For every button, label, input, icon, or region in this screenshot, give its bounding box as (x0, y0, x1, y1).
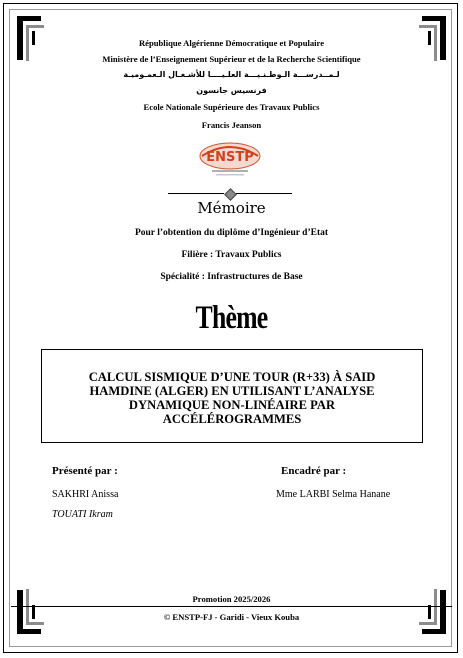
corner-ornament-bottom-right (416, 584, 446, 634)
divider-right (236, 193, 292, 194)
campus-name-arabic: فرنسيس جانسون (196, 86, 267, 95)
ministry-line: Ministère de l’Enseignement Supérieur et de la Recherche Scientifique (102, 54, 361, 64)
corner-ornament-bottom-left (17, 584, 47, 634)
thesis-title-line: ACCÉLÉROGRAMMES (162, 412, 302, 426)
republic-line: République Algérienne Démocratique et Populaire (138, 38, 325, 48)
student-name: TOUATI Ikram (52, 509, 113, 520)
presented-by-label: Présenté par : (52, 465, 118, 477)
thesis-title-line: DYNAMIQUE NON-LINÉAIRE PAR (128, 398, 336, 412)
logo-text: ENSTP (206, 150, 254, 165)
enstp-logo (190, 140, 270, 178)
promotion: Promotion 2025/2026 (192, 594, 271, 604)
school-name-arabic: لـمــدرســـة الـوطـنـيـــة العلـيــــا للأشـغـال الـعمـوميـة (123, 70, 340, 79)
student-name: SAKHRI Anissa (52, 489, 119, 500)
filiere: Filière : Travaux Publics (181, 250, 282, 260)
school-name: Ecole Nationale Supérieure des Travaux Publics (143, 102, 320, 112)
specialite: Spécialité : Infrastructures de Base (160, 272, 303, 282)
supervised-by-label: Encadré par : (281, 465, 347, 477)
supervisor-name: Mme LARBI Selma Hanane (276, 489, 391, 500)
divider-left (168, 193, 224, 194)
copyright: © ENSTP-FJ - Garidi - Vieux Kouba (163, 612, 300, 622)
footer-divider (11, 606, 452, 607)
thesis-title-line: HAMDINE (ALGER) EN UTILISANT L’ANALYSE (89, 384, 375, 398)
document-type: Mémoire (197, 199, 266, 217)
thesis-title-line: CALCUL SISMIQUE D’UNE TOUR (R+33) À SAID (88, 370, 376, 384)
campus-name: Francis Jeanson (201, 120, 262, 130)
theme-heading: Thème (195, 300, 268, 336)
degree-purpose: Pour l’obtention du diplôme d’Ingénieur d’Etat (134, 228, 329, 238)
thesis-title-box (41, 349, 423, 443)
